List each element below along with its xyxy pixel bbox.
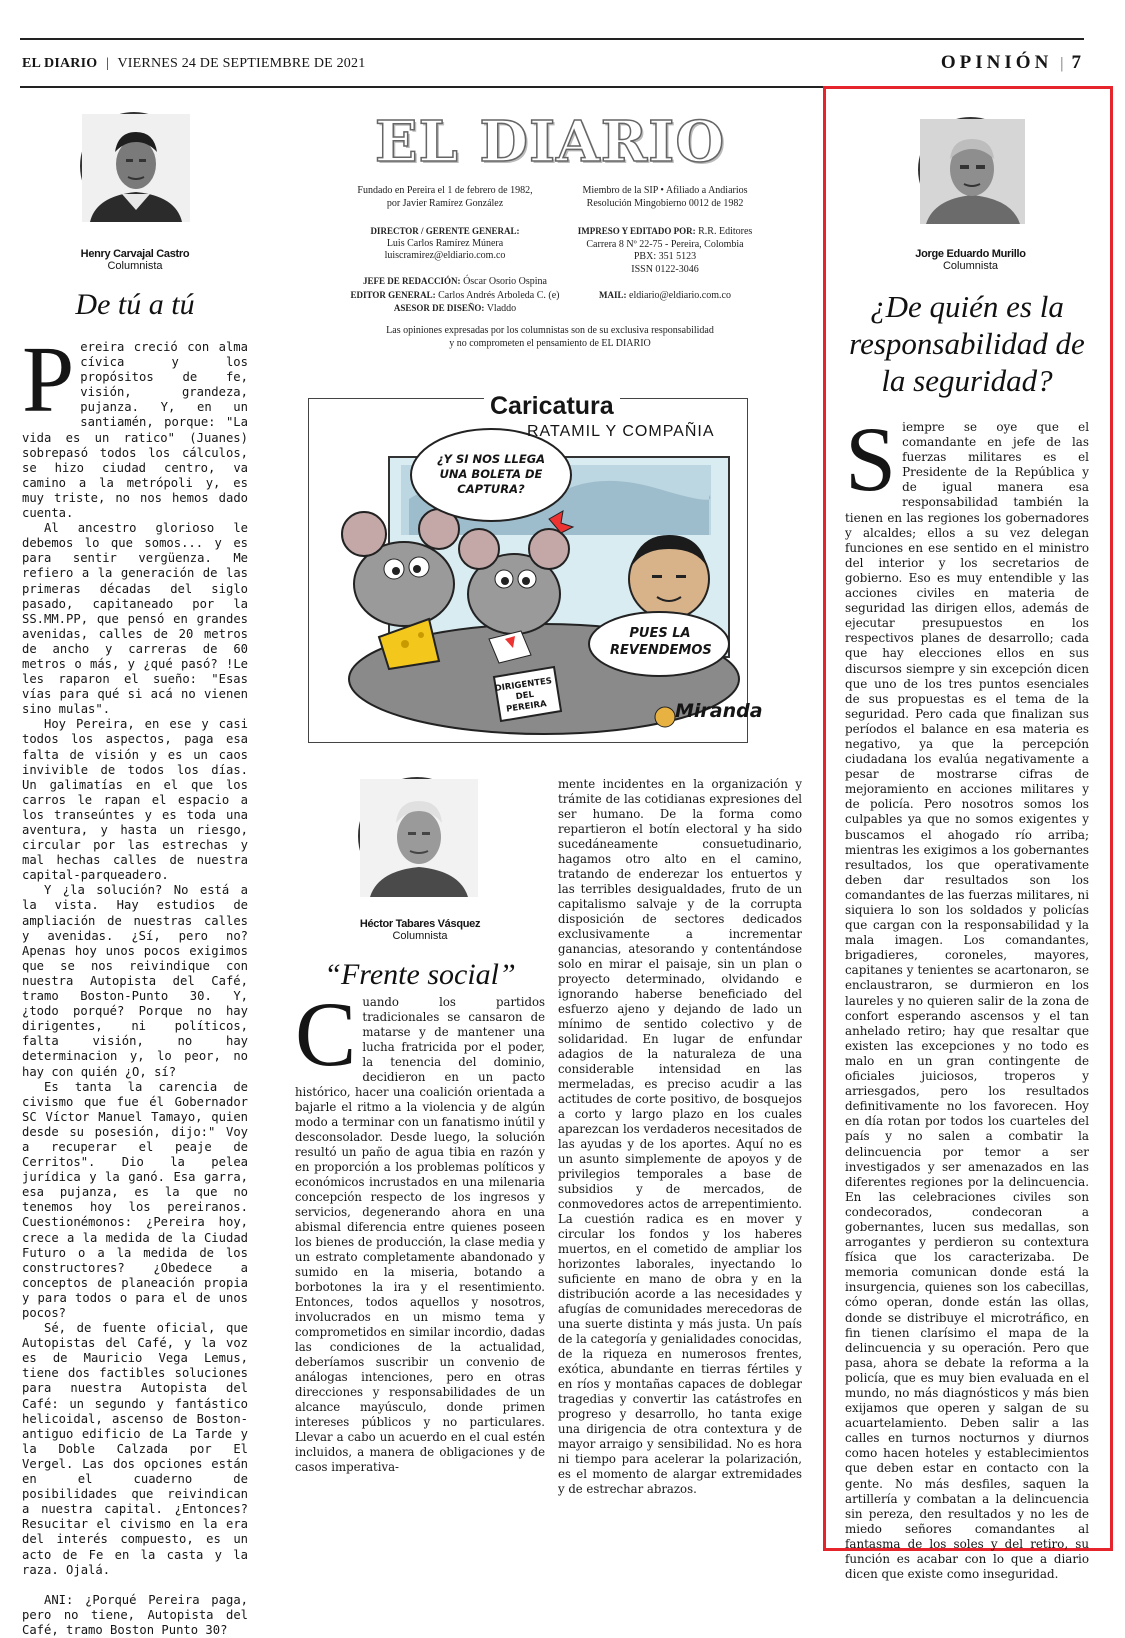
cartoon-bubble-1: ¿Y SI NOS LLEGA UNA BOLETA DE CAPTURA? [436,452,546,496]
label: ASESOR DE DISEÑO: [393,303,485,313]
text-line: Luis Carlos Ramírez Múnera [386,237,504,249]
author-role: Columnista [392,930,448,942]
column-title-right: ¿De quién es la responsabilidad de la seguridad? [849,289,1085,398]
column-title-left: De tú a tú [75,288,195,321]
masthead-disclaimer [340,325,760,350]
column-body-right [845,408,1089,1582]
text-line: PBX: 351 5123 [633,251,697,262]
text-line: y no comprometen el pensamiento de EL DIARIO [449,337,651,349]
text-line: luiscramirez@eldiario.com.co [384,250,506,261]
top-rule [20,38,1084,40]
paragraph: Es tanta la carencia de civismo que fue él Gobernador SC Víctor Manuel Tamayo, quien desde su posesión, dijo:" Voy a recuperar el peaje de Cerritos". Dio la pelea jurídica y la ganó. Esa garra, esa pujanza, es la que no tenemos hoy los pereiranos. Cuestionémonos: ¿Pereira hoy, crece a la medida de la Ciudad Futuro o a la medida de los constructores? ¿Obedece a conceptos de planeación propia y para todos o para el de unos pocos? [22,1079,248,1320]
label: JEFE DE REDACCIÓN: [363,276,461,286]
cartoon-subtitle: RATAMIL Y COMPAÑIA [527,423,715,440]
text-line: Carrera 8 Nº 22-75 - Pereira, Colombia [586,238,744,250]
author-jorge [893,248,1048,272]
text-line: Vladdo [486,303,517,314]
label: DIRECTOR / GERENTE GENERAL: [370,226,520,236]
text-line: Carlos Andrés Arboleda C. (e) [438,289,560,301]
masthead-founded [340,185,550,210]
masthead-director [340,225,550,263]
label: MAIL: [599,290,627,300]
author-hector [340,918,500,942]
text-line: Fundado en Pereira el 1 de febrero de 1982, [357,185,533,196]
column-body-middle-a [295,983,545,1535]
masthead-member [560,185,770,210]
text-line: Óscar Osorio Ospina [463,276,547,287]
header-dateline: EL DIARIO | VIERNES 24 DE SEPTIEMBRE DE 2021 [22,56,366,71]
paragraph: Al ancestro glorioso le debemos lo que somos... y es para sentir vergüenza. Me refiero a la generación de las primeras décadas del siglo pasado, capitaneado por la SS.MM.PP, que pensó en grandes avenidas, calles de 20 metros de ancho y carreras de 60 metros o más, y ¿qué pasó? !Le les raparon el sueño: "Esas vías para qué si acá no vienen sino mulas". [22,521,248,717]
masthead-printer [560,225,770,276]
author-name: Héctor Tabares Vásquez [359,918,481,930]
column-body-middle-b [558,777,802,1537]
cartoon-bubble-2: PUES LA REVENDEMOS [610,626,712,658]
cartoon-heading: Caricatura [484,392,620,421]
dropcap: C [295,983,357,1085]
label: EDITOR GENERAL: [350,289,436,300]
text-line: Miembro de la SIP • Afiliado a Andiarios [582,185,748,196]
paper-name: EL DIARIO [22,56,98,71]
label: IMPRESO Y EDITADO POR: [577,226,696,236]
column-title-middle: “Frente social” [324,958,516,991]
author-henry [60,248,210,272]
page-number: 7 [1071,52,1085,73]
masthead-mail [560,289,770,303]
author-name: Henry Carvajal Castro [80,248,190,260]
author-name: Jorge Eduardo Murillo [915,248,1026,260]
paragraph: uando los partidos tradicionales se cansaron de matarse y de mantener una lucha fratricida por el poder, la tenencia del dominio, decidieron en un pacto histórico, hacer una coalición orientada a bajarle el ritmo a la violencia y de algún modo a terminar con un fanatismo inútil y desconsolador. Desde luego, la solución resultó un paño de agua tibia en razón y en proporción a los problemas políticos y económicos incrustados en una milenaria concepción respecto de los ingresos y servicios, degenerando ahora en una abismal diferencia entre quienes poseen los bienes de producción, la clase media y un estrato completamente abandonado y sumido en la miseria, botando a borbotones la ira y el resentimiento. Entonces, todos aquellos y nosotros, involucrados en un mismo tema y comprometidos en similar incordio, dadas las condiciones de la actualidad, deberíamos suscribir un convenio de análogas intenciones, pero en otras direcciones y responsabilidades de un alcance mayúsculo, donde primen intereses públicos y no particulares. Llevar a cabo un acuerdo en el cual estén incluidos, a manera de obligaciones y de casos imperativa- [295,995,545,1474]
dropcap: S [845,408,897,510]
section-name: OPINIÓN [940,52,1053,73]
paragraph: Hoy Pereira, en ese y casi todos los aspectos, paga esa falta de visión y es un caos invivible de todos los días. Un galimatías en el que los carros le rapan el espacio a los transeúntes y es toda una aventura, y hasta un riesgo, circular por las estrechas y mal hechas calles de nuestra capital-parqueadero. [22,717,248,883]
masthead-logo: EL DIARIO [374,109,726,175]
text-line: R.R. Editores [698,226,753,237]
cartoon-sign: DIRIGENTES DEL PEREIRA [494,676,553,715]
text-line: ISSN 0122-3046 [631,263,699,275]
paragraph: mente incidentes en la organización y trámite de las cotidianas expresiones del ser humano. De la forma como repartieron el botín electoral y ha sido sucedáneamente consuetudinario, hagamos otro alto en el camino, tratando de enderezar los entuertos y las terribles desigualdades, fruto de un capitalismo salvaje y de la corrupta disposición de sectores dedicados exclusivamente a incrementar ganancias, atesorando y contentándose solo en mirar el paisaje, sin un plan o proyecto determinado, olvidando e ignorando haberse beneficiado del esfuerzo ajeno y dejando de lado un mínimo de sentido colectivo y de solidaridad. En lugar de enfundar adagios de la naturaleza de una considerable intensidad en las mermeladas, es preciso acudir a las actitudes de corte positivo, de bosquejos a corto y largo plazo en los cuales aparezcan los verdaderos necesitados de las ayudas y de los aportes. Aquí no es un asunto simplemente de apoyos y de privilegios temporales a base de subsidios y de mercados, de conmovedores actos de arrepentimiento. La cuestión radica es en mover y circular los fondos y los haberes muertos, en el cometido de ampliar los horizontes laborales, inyectando lo suficiente en mano de obra y en la distribución acorde a las necesidades y afugías de comunidades merecedoras de una suerte distinta y más justa. Un país de la categoría y genialidades conocidas, de la riqueza en numerosos frentes, exótica, abundante en tierras fértiles y en ríos y montañas capaces de doblegar tragedias y convertir las catástrofes en progreso y desarrollo, ho tanta exige una dirigencia de otra contextura y de mayor arraigo y sensibilidad. No es hora ni tiempo para acelerar la polarización, es el momento de alargar extremidades y de estrechar abrazos. [558,777,802,1496]
paragraph: Y ¿la solución? No está a la vista. Hay estudios de ampliación de nuestras calles y avenidas. ¿Sí, pero no? Apenas hoy unos pocos exigimos que se nos reivindique con nuestra Autopista del Café, tramo Boston-Punto 30. Y, ¿todo porqué? Porque no hay dirigentes, ni políticos, falta visión, no hay determinacion y, lo peor, no hay con quién ¿O, sí? [22,883,248,1079]
issue-date: VIERNES 24 DE SEPTIEMBRE DE 2021 [117,56,366,71]
text-line: por Javier Ramírez González [386,197,504,209]
paragraph: iempre se oye que el comandante en jefe de las fuerzas militares es el Presidente de la República y de igual manera esa responsabilidad también la tienen en las regiones los gobernadores y alcaldes; ellos a su vez delegan funciones en ese sentido en el ministro del interior y los secretarios de gobierno. Eso es muy entendible y las acciones civiles en materia de seguridad las dirigen ellos, además de ejecutar presupuestos en los respectivos planes de desarrollo; cada que hay elecciones ellos en sus discursos siempre y sin excepción dicen que uno de los tres puntos esenciales de sus propuestas es el tema de la seguridad. Pero cada que finalizan sus períodos el balance en esa materia es negativo, ya que la percepción ciudadana los evalúa negativamente a pesar de mostrarse cifras de mejoramiento en acciones militares y de policía. Pero nosotros somos los culpables ya que no somos exigentes y buscamos el ahogado río arriba; mientras les exigimos a los gobernantes resultados, los que operativamente deben dar resultados son los comandantes de las fuerzas militares, ni siquiera lo son los soldados y policías que cargan con la responsabilidad y la mala imagen. Los comandantes, brigadieres, coroneles, mayores, capitanes y tenientes se acartonaron, se enclaustraron, se durmieron en los laureles y no quieren salir de la zona de confort esperando ascensos y el tan anhelado retiro; hay que resaltar que existen las excepciones y no todo es malo en un gran contingente de oficiales juiciosos, troperos y arriesgados, pero los resultados definitivamente no los favorecen. Hoy en día rotan por todos los cuarteles del país y no salen a combatir la delincuencia por temor a ser investigados y ser amenazados en las diferentes regiones por la delincuencia. En las celebraciones civiles son condecorados, condecoran a gobernantes, lucen sus medallas, son arrogantes y perdieron su contextura física que los caracterizaba. De memoria comunican donde está la insurgencia, quienes son los cabecillas, cómo operan, donde están las ollas, donde se distribuye el microtráfico, en fin tienen clarísimo el mapa de la delincuencia y su operación. Pero que pasa, ahora se debate la reforma a la policía, que es muy bien evaluada en el mundo, no más diagnósticos y más bien exijamos que operen y salgan de su acuartelamiento. Deben salir a las calles en turnos nocturnos y diurnos como hacen hoteles y establecimientos que deben estar en contacto con la gente. No más desfiles, saquen la artillería y combatan a la delincuencia sin pereza, den resultados y no les de miedo señores comandantes al fantasma de los soles y del retiro, su función es acabar con lo que a diario dicen que existe como inseguridad. [845,420,1089,1582]
masthead-staff [340,275,570,316]
dropcap: P [22,328,75,432]
author-role: Columnista [107,260,163,272]
masthead [340,109,760,175]
paragraph: ereira creció con alma cívica y los propósitos de fe, visión, grandeza, pujanza. Y, en un santiamén, porque: "La vida es un ratico" (Juanes) sobrepasó todos los cálculos, se hizo ciudad centro, va camino a la metrópoli y, es muy triste, no nos hemos dado cuenta. [22,340,248,521]
text-line: Resolución Mingobierno 0012 de 1982 [586,197,744,209]
text-line: Las opiniones expresadas por los columnistas son de su exclusiva responsabilidad [386,325,714,336]
author-role: Columnista [942,260,999,272]
column-body-left [22,328,248,1637]
author-photo-henry [80,112,188,220]
cartoon-signature: Miranda [675,700,763,722]
paragraph: ANI: ¿Porqué Pereira paga, pero no tiene, Autopista del Café, tramo Boston Punto 30? [22,1592,248,1637]
author-photo-jorge [918,117,1023,222]
text-line: eldiario@eldiario.com.co [629,290,731,301]
header-section: OPINIÓN | 7 [940,52,1085,73]
paragraph: Sé, de fuente oficial, que Autopistas del Café, y la voz es de Mauricio Vega Lemus, tiene dos factibles soluciones para nuestra Autopista del Café: un segundo y fantástico helicoidal, ascenso de Boston-antiguo edificio de La Tarde y la Doble Calzada por El Vergel. Las dos opciones están en el cuaderno de posibilidades que reivindican a nuestra capital. ¿Entonces? Resucitar el civismo en la era del interés compuesto, es un acto de Fe en la casta y la raza. Ojalá. [22,1321,248,1577]
author-photo-hector [358,777,476,895]
